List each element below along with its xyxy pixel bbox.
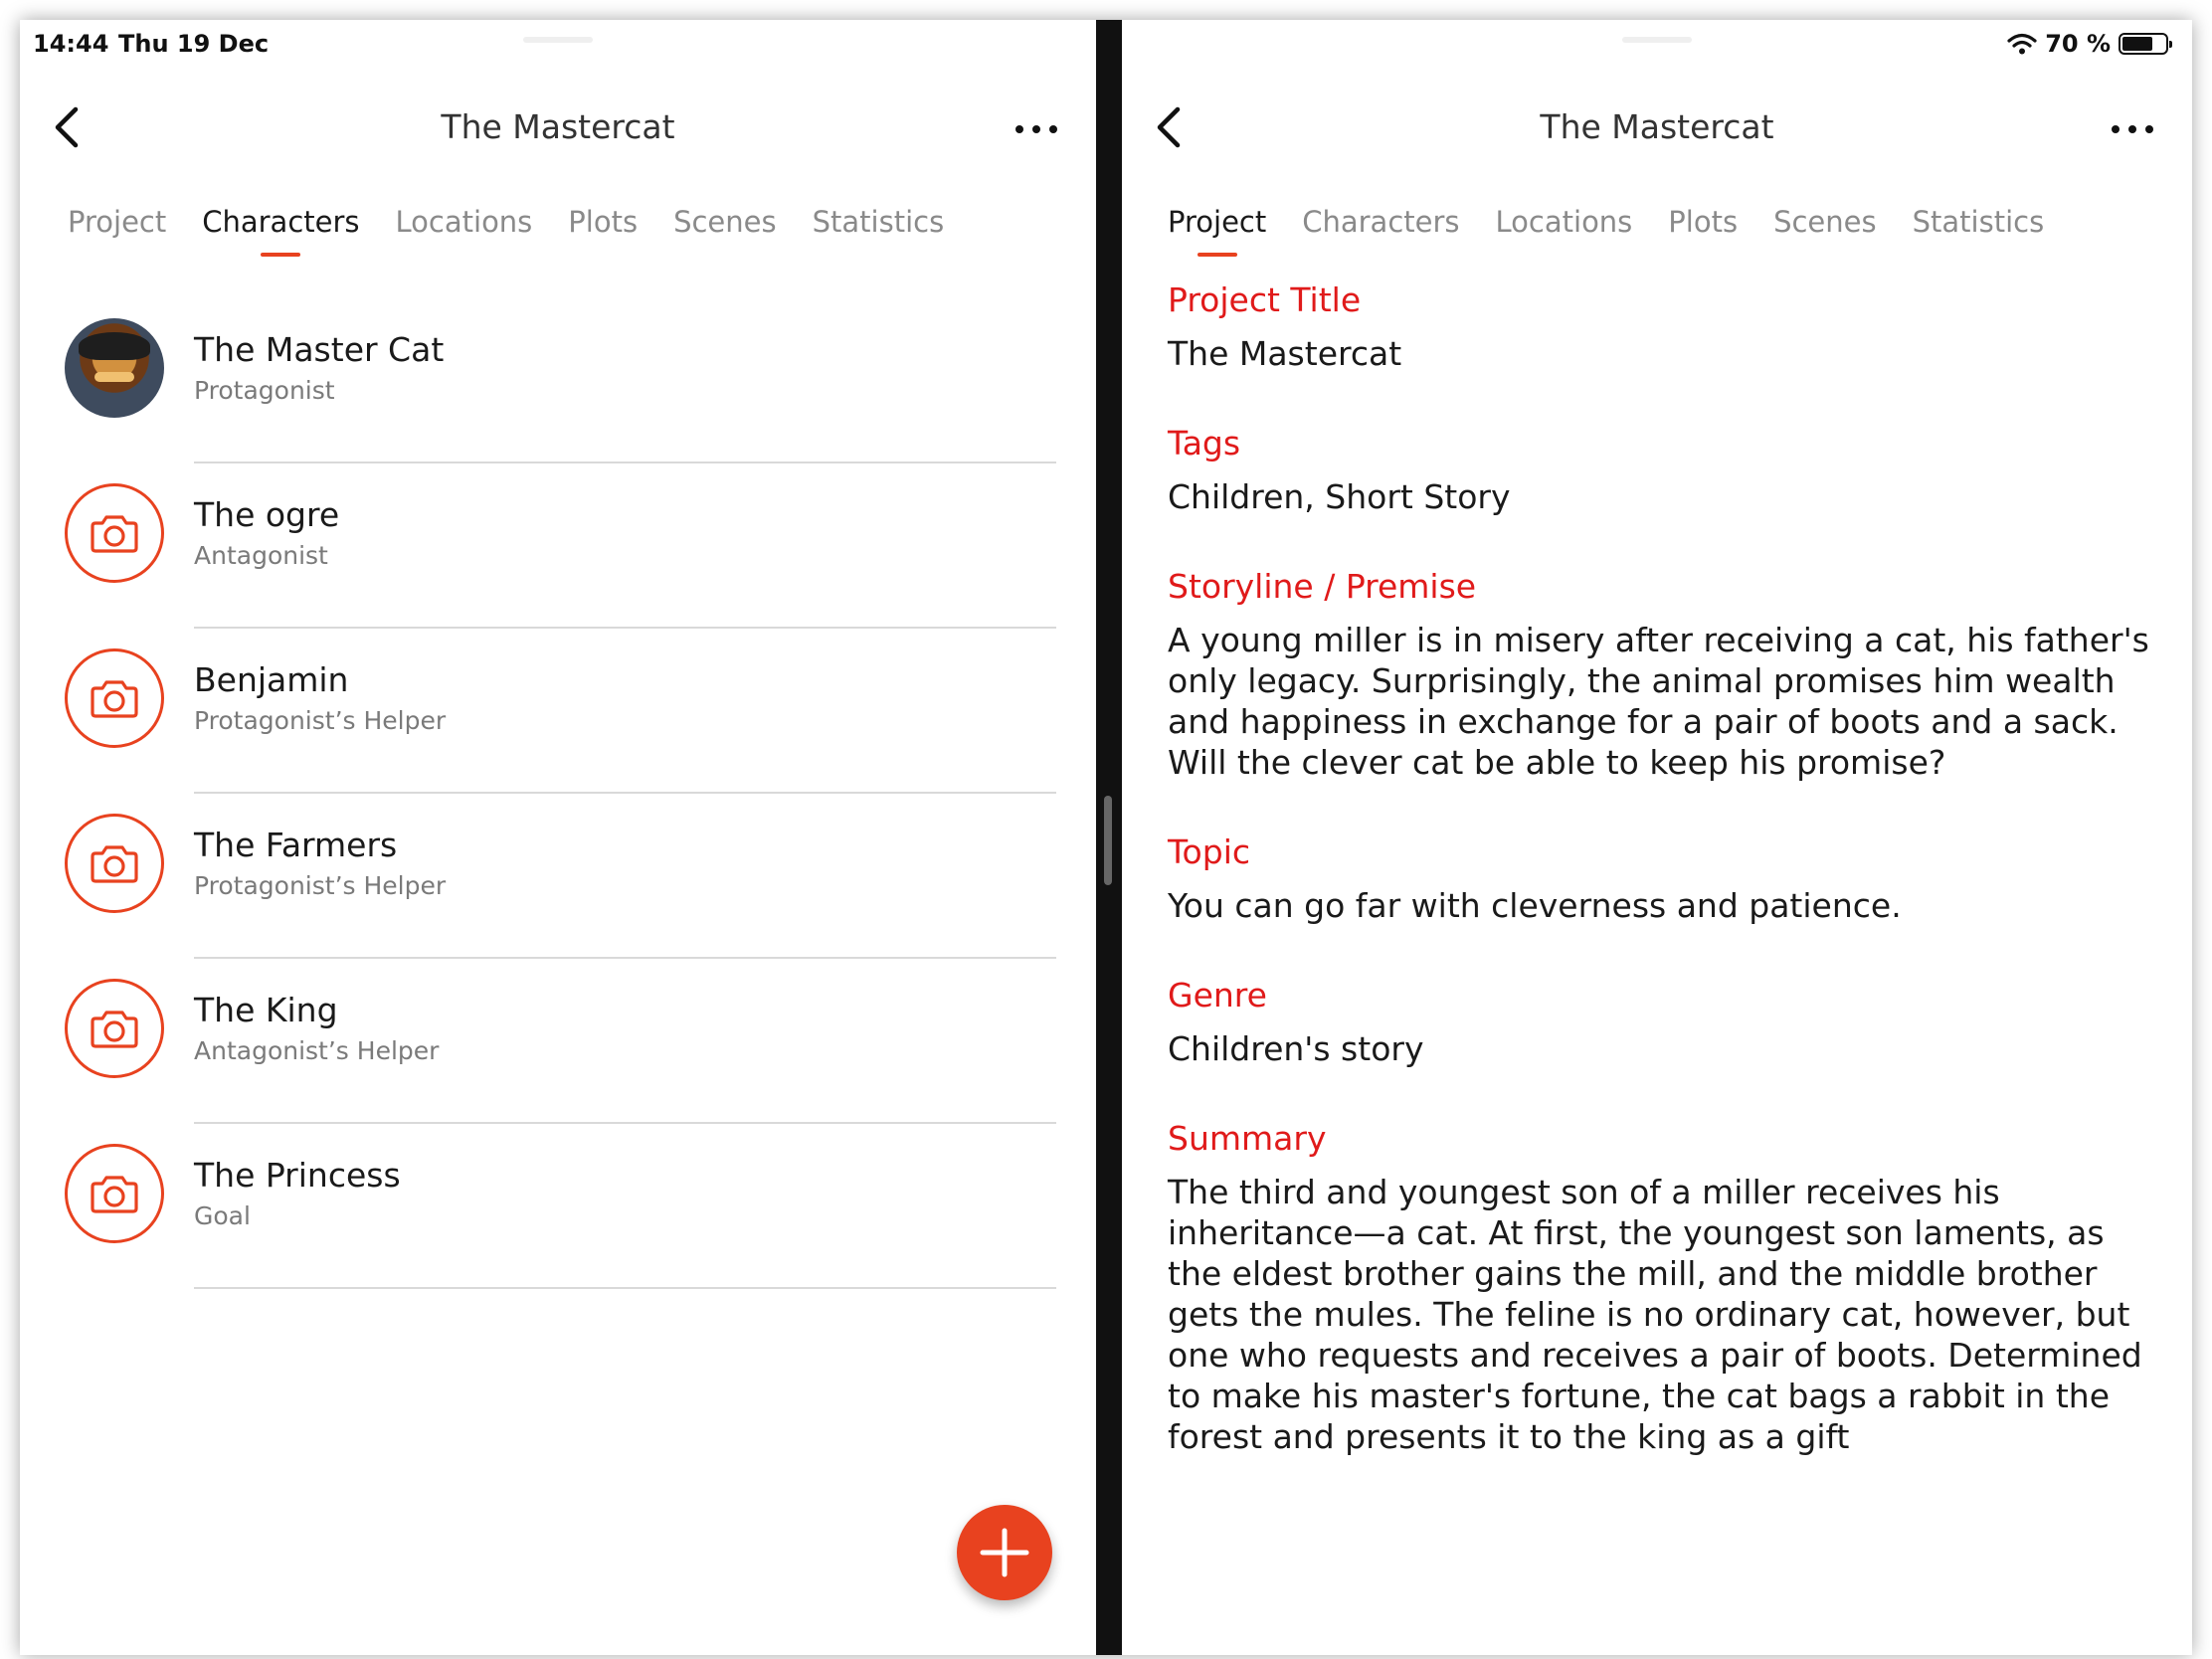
character-row-king[interactable] xyxy=(20,959,1096,1124)
field-label: Summary xyxy=(1168,1119,1327,1158)
tab-plots[interactable]: Plots xyxy=(1668,205,1739,239)
camera-icon[interactable] xyxy=(65,483,164,583)
character-name: Benjamin xyxy=(194,660,349,699)
field-label: Topic xyxy=(1168,832,1250,871)
field-value: A young miller is in misery after receiving a cat, his father's only legacy. Surprisingly, the animal promises him wealth and happiness in exchange for a pair of boots and a sack. Will the clever cat be able to keep his promise? xyxy=(1168,621,2149,782)
tab-statistics[interactable]: Statistics xyxy=(1912,205,2045,239)
character-role: Protagonist’s Helper xyxy=(194,871,447,900)
field-label: Genre xyxy=(1168,976,1267,1014)
project-details xyxy=(1168,280,2152,1507)
multitask-grabber-left[interactable] xyxy=(523,37,593,43)
field-value: Children's story xyxy=(1168,1029,1424,1068)
status-bar-left xyxy=(20,24,1096,64)
more-dots-icon xyxy=(2112,125,2120,133)
field-value: Children, Short Story xyxy=(1168,477,1511,516)
left-pane xyxy=(20,20,1096,1655)
field-storyline[interactable] xyxy=(1168,567,2152,783)
field-topic[interactable] xyxy=(1168,832,2152,926)
tab-bar-right xyxy=(1168,205,2044,239)
tab-bar-left xyxy=(68,205,944,239)
character-role: Antagonist xyxy=(194,541,328,570)
status-time: 14:44 xyxy=(33,30,109,58)
nav-title: The Mastercat xyxy=(441,107,675,146)
character-row-princess[interactable] xyxy=(20,1124,1096,1289)
field-tags[interactable] xyxy=(1168,424,2152,517)
character-list xyxy=(20,298,1096,1289)
tab-scenes[interactable]: Scenes xyxy=(1773,205,1877,239)
battery-icon xyxy=(2119,33,2168,55)
tab-locations[interactable]: Locations xyxy=(395,205,533,239)
avatar xyxy=(65,318,164,418)
character-name: The ogre xyxy=(194,495,340,534)
character-row-farmers[interactable] xyxy=(20,794,1096,959)
battery-percentage: 70 % xyxy=(2045,30,2111,58)
field-label: Project Title xyxy=(1168,280,1362,319)
character-role: Antagonist’s Helper xyxy=(194,1036,440,1065)
character-role: Protagonist xyxy=(194,376,335,405)
more-options-button[interactable] xyxy=(2103,109,2162,149)
add-character-button[interactable] xyxy=(957,1505,1052,1600)
tab-statistics[interactable]: Statistics xyxy=(812,205,945,239)
nav-bar-right xyxy=(1122,84,2192,173)
camera-icon[interactable] xyxy=(65,648,164,748)
status-bar-right xyxy=(1122,24,2192,64)
character-row-master-cat[interactable] xyxy=(20,298,1096,463)
tab-project[interactable]: Project xyxy=(68,205,167,239)
character-role: Protagonist’s Helper xyxy=(194,706,447,735)
camera-icon[interactable] xyxy=(65,1144,164,1243)
tab-characters[interactable]: Characters xyxy=(202,205,360,239)
character-role: Goal xyxy=(194,1201,251,1230)
tab-characters[interactable]: Characters xyxy=(1302,205,1460,239)
field-value: You can go far with cleverness and patience. xyxy=(1168,886,1902,925)
field-summary[interactable] xyxy=(1168,1119,2152,1457)
character-row-ogre[interactable] xyxy=(20,463,1096,629)
field-value: The third and youngest son of a miller receives his inheritance—a cat. At first, the youngest son laments, as the eldest brother gains the mill, and the middle brother gets the mules. The feline is no ordinary cat, however, but one who requests and receives a pair of boots. Determined to make his master's fortune, the cat bags a rabbit in the forest and presents it to the king as a gift xyxy=(1168,1173,2142,1456)
character-name: The Master Cat xyxy=(194,330,445,369)
character-name: The Princess xyxy=(194,1156,401,1195)
nav-title: The Mastercat xyxy=(1540,107,1774,146)
status-date: Thu 19 Dec xyxy=(118,30,270,58)
field-label: Tags xyxy=(1168,424,1241,462)
row-divider xyxy=(194,1287,1056,1289)
split-divider-handle[interactable] xyxy=(1104,796,1112,885)
camera-icon[interactable] xyxy=(65,979,164,1078)
split-view-frame xyxy=(20,20,2192,1655)
field-genre[interactable] xyxy=(1168,976,2152,1069)
tab-plots[interactable]: Plots xyxy=(568,205,639,239)
nav-bar-left xyxy=(20,84,1096,173)
camera-icon[interactable] xyxy=(65,814,164,913)
multitask-grabber-right[interactable] xyxy=(1622,37,1692,43)
character-name: The King xyxy=(194,991,338,1029)
field-value: The Mastercat xyxy=(1168,334,1402,373)
character-name: The Farmers xyxy=(194,826,398,864)
field-label: Storyline / Premise xyxy=(1168,567,1477,606)
tab-project[interactable]: Project xyxy=(1168,205,1267,239)
tab-scenes[interactable]: Scenes xyxy=(673,205,777,239)
tab-locations[interactable]: Locations xyxy=(1495,205,1633,239)
field-project-title[interactable] xyxy=(1168,280,2152,374)
character-row-benjamin[interactable] xyxy=(20,629,1096,794)
more-dots-icon xyxy=(1015,125,1023,133)
right-pane xyxy=(1122,20,2192,1655)
wifi-icon xyxy=(2007,33,2037,55)
plus-icon xyxy=(979,1527,1030,1578)
more-options-button[interactable] xyxy=(1007,109,1066,149)
